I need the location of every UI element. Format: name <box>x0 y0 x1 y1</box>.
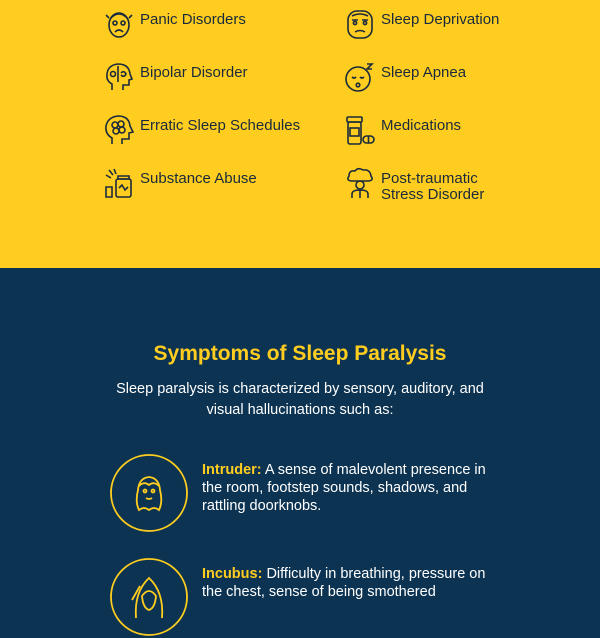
pill-bottle-icon <box>343 113 377 147</box>
symptom-text <box>202 461 492 534</box>
cause-item <box>343 7 499 41</box>
symptom-item <box>108 556 492 638</box>
cause-label: Substance Abuse <box>140 170 257 187</box>
symptoms-section <box>0 268 600 600</box>
bipolar-head-icon <box>102 60 136 94</box>
cause-item <box>102 60 248 94</box>
brain-head-icon <box>102 113 136 147</box>
panic-face-icon <box>102 7 136 41</box>
cause-item <box>343 113 461 147</box>
cause-item <box>102 7 246 41</box>
cause-item <box>102 113 300 147</box>
cause-item <box>102 166 257 200</box>
cause-label: Sleep Deprivation <box>381 11 500 28</box>
symptom-desc: A sense of malevolent presence in the room, footstep sounds, shadows, and rattling doorknobs. <box>202 462 486 514</box>
section-intro: Sleep paralysis is characterized by sensory, auditory, and visual hallucinations such as: <box>116 381 484 418</box>
cause-label: Panic Disorders <box>140 11 246 28</box>
section-title: Symptoms of Sleep Paralysis <box>153 342 447 365</box>
cause-item <box>343 166 484 203</box>
symptom-term: Incubus: <box>202 566 263 582</box>
symptom-item <box>108 452 492 534</box>
cause-label: Bipolar Disorder <box>140 64 248 81</box>
hooded-figure-icon <box>108 556 190 638</box>
symptom-text <box>202 565 492 638</box>
tired-face-icon <box>343 7 377 41</box>
symptom-term: Intruder: <box>202 462 262 478</box>
cause-label: Post-traumatic Stress Disorder <box>381 170 485 203</box>
cause-item <box>343 60 466 94</box>
ghost-figure-icon <box>108 452 190 534</box>
causes-section <box>0 0 600 268</box>
stressed-person-icon <box>343 166 377 200</box>
cause-label: Erratic Sleep Schedules <box>140 117 301 134</box>
cause-label: Medications <box>381 117 462 134</box>
symptom-desc: Difficulty in breathing, pressure on the chest, sense of being smothered <box>202 566 486 600</box>
sleeping-face-icon <box>343 60 377 94</box>
cause-label: Sleep Apnea <box>381 64 467 81</box>
substance-jar-icon <box>102 166 136 200</box>
